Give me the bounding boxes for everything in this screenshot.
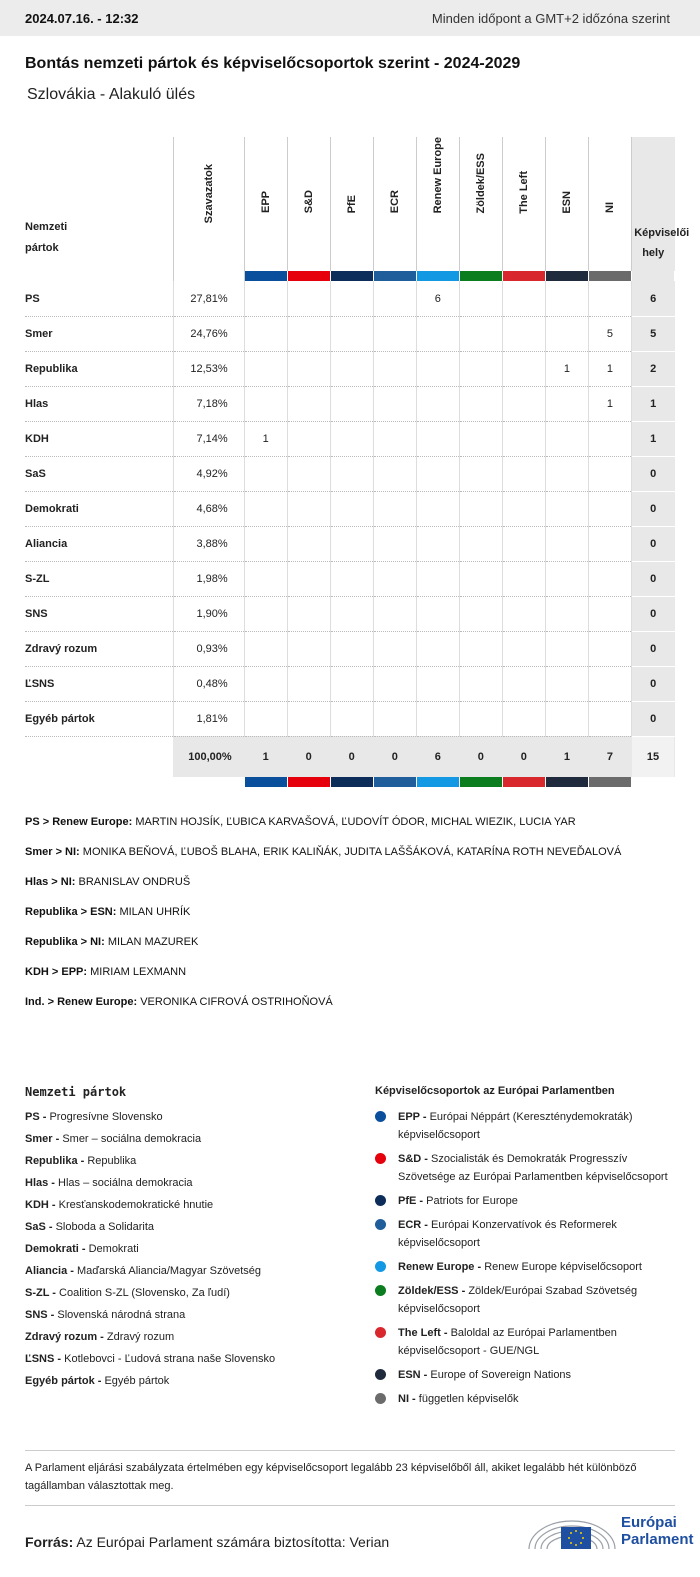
seat-cell: [373, 456, 416, 491]
seat-cell: [373, 701, 416, 736]
vote-share: 1,98%: [173, 561, 244, 596]
seat-cell: 5: [588, 316, 631, 351]
group-dot-icon: [375, 1219, 386, 1230]
party-legend-item: Egyéb pártok - Egyéb pártok: [25, 1375, 170, 1387]
group-dot-icon: [375, 1285, 386, 1296]
seat-cell: [416, 701, 459, 736]
seat-cell: [416, 386, 459, 421]
page-subtitle: Szlovákia - Alakuló ülés: [27, 86, 196, 103]
party-name: Demokrati: [25, 491, 173, 526]
seat-cell: [330, 596, 373, 631]
seat-cell: [502, 456, 545, 491]
party-name: SaS: [25, 456, 173, 491]
seat-cell: [502, 561, 545, 596]
member-list: [25, 814, 621, 1024]
seat-cell: [287, 631, 330, 666]
seat-cell: [244, 666, 287, 701]
vote-share: 24,76%: [173, 316, 244, 351]
group-legend-item: ESN - Europe of Sovereign Nations: [375, 1366, 675, 1384]
seat-cell: [545, 526, 588, 561]
seat-cell: [588, 561, 631, 596]
vote-share: 7,14%: [173, 421, 244, 456]
seat-cell: [330, 561, 373, 596]
seat-cell: [545, 386, 588, 421]
seat-cell: [330, 351, 373, 386]
vote-share: 7,18%: [173, 386, 244, 421]
seat-cell: [502, 631, 545, 666]
party-name: Hlas: [25, 386, 173, 421]
seat-cell: [416, 596, 459, 631]
party-legend-title: Nemzeti pártok: [25, 1085, 127, 1099]
seat-cell: [459, 456, 502, 491]
group-dot-icon: [375, 1369, 386, 1380]
seat-cell: [588, 701, 631, 736]
party-legend-item: Hlas - Hlas – sociálna demokracia: [25, 1177, 193, 1189]
group-legend: [375, 1085, 675, 1414]
group-total: 7: [588, 736, 631, 777]
seat-total: 0: [631, 491, 674, 526]
party-legend-item: S-ZL - Coalition S-ZL (Slovensko, Za ľudí): [25, 1287, 230, 1299]
table-row: [25, 701, 675, 736]
group-total: 1: [545, 736, 588, 777]
party-name: Smer: [25, 316, 173, 351]
group-color-swatch: [373, 271, 416, 281]
party-legend-item: Republika - Republika: [25, 1155, 137, 1167]
seat-cell: [502, 666, 545, 701]
seat-cell: [502, 421, 545, 456]
seat-cell: [459, 701, 502, 736]
party-legend: [25, 1085, 355, 1392]
party-legend-item: Aliancia - Maďarská Aliancia/Magyar Szövetség: [25, 1265, 262, 1277]
group-total: 0: [373, 736, 416, 777]
group-dot-icon: [375, 1153, 386, 1164]
group-legend-title: Képviselőcsoportok az Európai Parlamentben: [375, 1085, 615, 1097]
member-line: KDH > EPP: MIRIAM LEXMANN: [25, 966, 187, 978]
seat-cell: [502, 491, 545, 526]
seat-total: 0: [631, 631, 674, 666]
seat-cell: [373, 561, 416, 596]
seat-cell: [416, 631, 459, 666]
seat-cell: [459, 386, 502, 421]
group-color-swatch: [416, 271, 459, 281]
seat-cell: [545, 631, 588, 666]
party-name: Republika: [25, 351, 173, 386]
seat-cell: [287, 421, 330, 456]
vote-share: 1,90%: [173, 596, 244, 631]
vote-share: 4,92%: [173, 456, 244, 491]
seat-cell: [588, 526, 631, 561]
seat-cell: [244, 631, 287, 666]
seat-cell: [545, 491, 588, 526]
group-legend-item: S&D - Szocialisták és Demokraták Progresszív Szövetsége az Európai Parlamentben képviselőcsoport: [375, 1150, 675, 1186]
seat-cell: [330, 631, 373, 666]
logo-line1: Európai: [621, 1514, 677, 1531]
seat-cell: [545, 316, 588, 351]
seat-cell: [545, 281, 588, 316]
party-legend-item: Smer - Smer – sociálna demokracia: [25, 1133, 202, 1145]
table-row: [25, 666, 675, 701]
seat-total: 0: [631, 666, 674, 701]
group-total: 6: [416, 736, 459, 777]
seat-cell: [459, 631, 502, 666]
seat-cell: [287, 281, 330, 316]
group-dot-icon: [375, 1111, 386, 1122]
group-total: 0: [287, 736, 330, 777]
seat-cell: [330, 491, 373, 526]
group-dot-icon: [375, 1393, 386, 1404]
seat-cell: [244, 386, 287, 421]
col-header-seats: Képviselői hely: [631, 137, 674, 271]
col-header-group: ESN: [545, 137, 588, 271]
seat-cell: [373, 386, 416, 421]
seat-cell: [459, 491, 502, 526]
seat-total: 2: [631, 351, 674, 386]
party-legend-item: PS - Progresívne Slovensko: [25, 1111, 163, 1123]
col-header-group: S&D: [287, 137, 330, 271]
seat-cell: [330, 316, 373, 351]
seat-cell: [330, 456, 373, 491]
member-line: Smer > NI: MONIKA BEŇOVÁ, ĽUBOŠ BLAHA, ERIK KALIŇÁK, JUDITA LAŠŠÁKOVÁ, KATARÍNA ROTH NEVEĎALOVÁ: [25, 846, 622, 858]
group-legend-item: Zöldek/ESS - Zöldek/Európai Szabad Szövetség képviselőcsoport: [375, 1282, 675, 1318]
col-header-group: Renew Europe: [416, 137, 459, 271]
seat-cell: [416, 351, 459, 386]
group-color-swatch: [244, 271, 287, 281]
group-color-swatch: [588, 271, 631, 281]
seat-cell: [588, 491, 631, 526]
group-dot-icon: [375, 1261, 386, 1272]
col-header-group: The Left: [502, 137, 545, 271]
seat-cell: [373, 526, 416, 561]
vote-share: 3,88%: [173, 526, 244, 561]
seat-cell: [545, 561, 588, 596]
member-line: Ind. > Renew Europe: VERONIKA CIFROVÁ OSTRIHOŇOVÁ: [25, 996, 333, 1008]
table-row: [25, 316, 675, 351]
group-color-swatch: [373, 777, 416, 787]
seat-cell: [459, 526, 502, 561]
seat-total: 1: [631, 386, 674, 421]
seat-cell: [287, 491, 330, 526]
vote-share: 0,48%: [173, 666, 244, 701]
vote-share: 1,81%: [173, 701, 244, 736]
seat-cell: [330, 666, 373, 701]
party-legend-item: ĽSNS - Kotlebovci - Ľudová strana naše Slovensko: [25, 1353, 276, 1365]
group-total: 0: [330, 736, 373, 777]
seat-cell: [545, 596, 588, 631]
seat-cell: [373, 666, 416, 701]
col-header-group: ECR: [373, 137, 416, 271]
party-legend-item: Zdravý rozum - Zdravý rozum: [25, 1331, 175, 1343]
col-header-party: Nemzeti pártok: [25, 137, 173, 271]
hemicycle-logo-icon: [527, 1511, 617, 1551]
seat-cell: [545, 701, 588, 736]
group-color-swatch: [287, 271, 330, 281]
seat-cell: 1: [588, 351, 631, 386]
seat-total: 6: [631, 281, 674, 316]
seat-cell: 1: [545, 351, 588, 386]
seat-cell: [416, 456, 459, 491]
seat-cell: [373, 281, 416, 316]
ep-logo: [527, 1511, 694, 1551]
table-row: [25, 631, 675, 666]
member-line: Republika > NI: MILAN MAZUREK: [25, 936, 199, 948]
seat-cell: [502, 316, 545, 351]
group-total: 0: [459, 736, 502, 777]
results-table: [25, 137, 690, 787]
source-label: Forrás:: [25, 1534, 74, 1550]
party-name: S-ZL: [25, 561, 173, 596]
seat-total: 0: [631, 561, 674, 596]
seat-total: 1: [631, 421, 674, 456]
seat-cell: [588, 421, 631, 456]
seat-cell: [244, 281, 287, 316]
group-total: 0: [502, 736, 545, 777]
party-name: Aliancia: [25, 526, 173, 561]
seat-cell: [588, 666, 631, 701]
seat-cell: [244, 491, 287, 526]
member-line: PS > Renew Europe: MARTIN HOJSÍK, ĽUBICA KARVAŠOVÁ, ĽUDOVÍT ÓDOR, MICHAL WIEZIK, LUCIA YAR: [25, 816, 576, 828]
group-dot-icon: [375, 1327, 386, 1338]
group-color-swatch: [459, 777, 502, 787]
seat-cell: [502, 526, 545, 561]
seat-total: 0: [631, 596, 674, 631]
seat-cell: [502, 596, 545, 631]
seat-cell: [416, 316, 459, 351]
table-row: [25, 596, 675, 631]
member-line: Republika > ESN: MILAN UHRÍK: [25, 906, 191, 918]
vote-share: 0,93%: [173, 631, 244, 666]
seat-cell: [287, 666, 330, 701]
rules-note: A Parlament eljárási szabályzata értelmében egy képviselőcsoport legalább 23 képviselőből áll, akiket legalább hét különböző tagállamban választottak meg.: [25, 1450, 675, 1506]
seat-cell: 6: [416, 281, 459, 316]
group-color-swatch: [287, 777, 330, 787]
seat-cell: [330, 421, 373, 456]
seat-cell: [416, 421, 459, 456]
seat-cell: [459, 351, 502, 386]
seat-total: 5: [631, 316, 674, 351]
logo-line2: Parlament: [621, 1531, 694, 1548]
page-title: Bontás nemzeti pártok és képviselőcsoportok szerint - 2024-2029: [25, 55, 521, 72]
seat-cell: [244, 701, 287, 736]
seat-cell: [588, 456, 631, 491]
party-name: KDH: [25, 421, 173, 456]
seat-cell: [459, 561, 502, 596]
seat-cell: [330, 281, 373, 316]
seat-cell: [287, 701, 330, 736]
seat-cell: [459, 281, 502, 316]
group-dot-icon: [375, 1195, 386, 1206]
seat-cell: [373, 631, 416, 666]
col-header-votes: Szavazatok: [173, 137, 244, 271]
seat-cell: [588, 281, 631, 316]
table-row: [25, 421, 675, 456]
seat-cell: [330, 526, 373, 561]
seat-cell: [502, 281, 545, 316]
group-legend-item: Renew Europe - Renew Europe képviselőcsoport: [375, 1258, 675, 1276]
group-legend-item: PfE - Patriots for Europe: [375, 1192, 675, 1210]
seat-cell: [373, 316, 416, 351]
seat-cell: [502, 386, 545, 421]
seat-cell: [459, 596, 502, 631]
seat-cell: [416, 666, 459, 701]
group-color-swatch: [545, 271, 588, 281]
seat-cell: [416, 491, 459, 526]
group-legend-item: EPP - Európai Néppárt (Kereszténydemokraták) képviselőcsoport: [375, 1108, 675, 1144]
table-header-row: [25, 137, 675, 271]
party-name: Egyéb pártok: [25, 701, 173, 736]
table-row: [25, 281, 675, 316]
top-bar: [0, 0, 700, 36]
member-line: Hlas > NI: BRANISLAV ONDRUŠ: [25, 876, 191, 888]
seat-total: 0: [631, 701, 674, 736]
vote-share: 4,68%: [173, 491, 244, 526]
source-text: Az Európai Parlament számára biztosította: Verian: [76, 1534, 390, 1550]
group-color-swatch: [502, 777, 545, 787]
seat-cell: [287, 526, 330, 561]
group-legend-item: NI - független képviselők: [375, 1390, 675, 1408]
seat-cell: [244, 561, 287, 596]
party-legend-item: KDH - Kresťanskodemokratické hnutie: [25, 1199, 214, 1211]
table-row: [25, 561, 675, 596]
seat-cell: [244, 351, 287, 386]
timezone-note: Minden időpont a GMT+2 időzóna szerint: [431, 10, 670, 26]
seat-cell: [502, 701, 545, 736]
seat-cell: [459, 421, 502, 456]
seat-cell: [545, 421, 588, 456]
group-color-swatch: [545, 777, 588, 787]
group-color-swatch: [502, 271, 545, 281]
table-row: [25, 351, 675, 386]
seat-total: 0: [631, 456, 674, 491]
group-legend-item: The Left - Baloldal az Európai Parlamentben képviselőcsoport - GUE/NGL: [375, 1324, 675, 1360]
seat-cell: [373, 491, 416, 526]
party-name: ĽSNS: [25, 666, 173, 701]
seat-cell: [244, 316, 287, 351]
table-row: [25, 526, 675, 561]
seat-grand-total: 15: [631, 736, 674, 777]
group-color-swatch: [244, 777, 287, 787]
party-name: SNS: [25, 596, 173, 631]
seat-cell: [330, 386, 373, 421]
col-header-group: NI: [588, 137, 631, 271]
col-header-group: Zöldek/ESS: [459, 137, 502, 271]
table-row: [25, 456, 675, 491]
seat-cell: 1: [244, 421, 287, 456]
seat-total: 0: [631, 526, 674, 561]
seat-cell: [416, 561, 459, 596]
party-name: Zdravý rozum: [25, 631, 173, 666]
party-legend-item: SNS - Slovenská národná strana: [25, 1309, 186, 1321]
seat-cell: 1: [588, 386, 631, 421]
group-color-swatch: [330, 777, 373, 787]
totals-row: [25, 736, 675, 777]
seat-cell: [330, 701, 373, 736]
group-color-swatch: [416, 777, 459, 787]
party-name: PS: [25, 281, 173, 316]
seat-cell: [287, 561, 330, 596]
seat-cell: [373, 351, 416, 386]
seat-cell: [244, 596, 287, 631]
group-total: 1: [244, 736, 287, 777]
seat-cell: [244, 526, 287, 561]
seat-cell: [244, 456, 287, 491]
seat-cell: [287, 596, 330, 631]
seat-cell: [287, 386, 330, 421]
table-row: [25, 491, 675, 526]
seat-cell: [373, 596, 416, 631]
group-color-swatch: [459, 271, 502, 281]
party-legend-item: SaS - Sloboda a Solidarita: [25, 1221, 155, 1233]
group-color-swatch: [588, 777, 631, 787]
col-header-group: PfE: [330, 137, 373, 271]
source-line: [25, 1534, 389, 1550]
seat-cell: [459, 666, 502, 701]
seat-cell: [545, 666, 588, 701]
vote-total: 100,00%: [173, 736, 244, 777]
vote-share: 12,53%: [173, 351, 244, 386]
seat-cell: [416, 526, 459, 561]
seat-cell: [502, 351, 545, 386]
seat-cell: [588, 596, 631, 631]
seat-cell: [588, 631, 631, 666]
seat-cell: [287, 351, 330, 386]
seat-cell: [373, 421, 416, 456]
datetime: 2024.07.16. - 12:32: [25, 10, 139, 26]
group-color-swatch: [330, 271, 373, 281]
col-header-group: EPP: [244, 137, 287, 271]
party-legend-item: Demokrati - Demokrati: [25, 1243, 139, 1255]
group-legend-item: ECR - Európai Konzervatívok és Reformerek képviselőcsoport: [375, 1216, 675, 1252]
table-row: [25, 386, 675, 421]
vote-share: 27,81%: [173, 281, 244, 316]
seat-cell: [287, 316, 330, 351]
seat-cell: [545, 456, 588, 491]
group-color-bar-bottom: [25, 777, 675, 787]
seat-cell: [459, 316, 502, 351]
group-color-bar-top: [25, 271, 675, 281]
seat-cell: [287, 456, 330, 491]
